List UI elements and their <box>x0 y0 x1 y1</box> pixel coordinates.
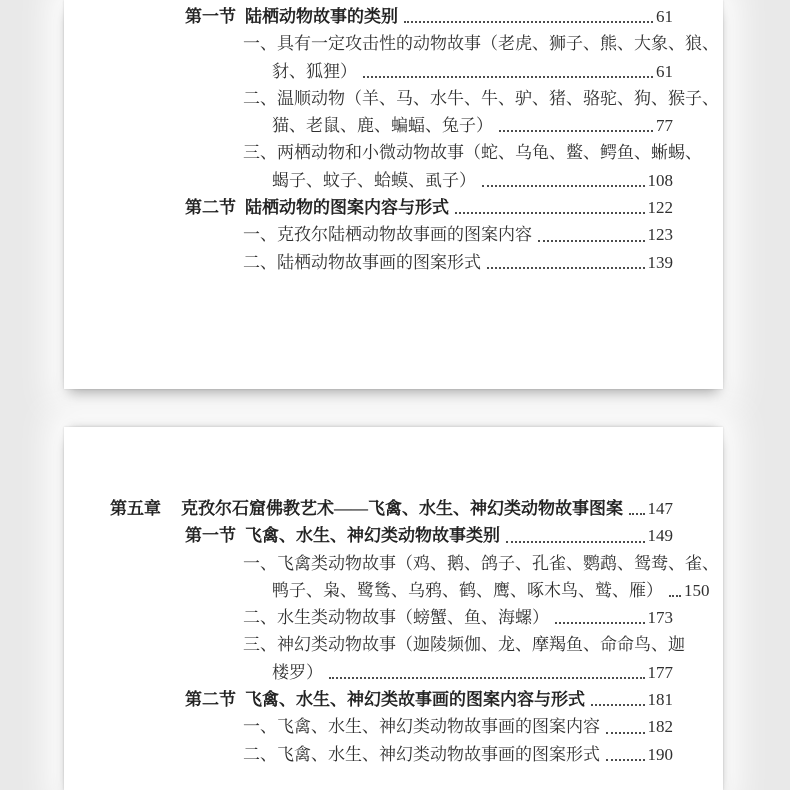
dot-leader <box>363 76 653 78</box>
entry-title: 陆栖动物的图案内容与形式 <box>245 198 449 218</box>
entry-title: 一、飞禽、水生、神幻类动物故事画的图案内容 <box>243 717 600 737</box>
toc-entry-section <box>64 686 723 713</box>
entry-title: 鸭子、枭、鹭鸶、乌鸦、鹤、鹰、啄木鸟、鹫、雁） <box>272 580 663 600</box>
toc-entry-section <box>64 522 723 549</box>
toc-entry-item <box>64 550 723 577</box>
toc-entry-item <box>64 741 723 768</box>
book-page-upper <box>64 0 723 389</box>
toc-entry-chapter <box>64 495 723 522</box>
page-number: 190 <box>647 744 673 764</box>
entry-label: 第二节 <box>185 198 236 218</box>
toc-entry-item <box>64 249 723 276</box>
toc-entry-cont <box>64 112 723 139</box>
toc-entry-item <box>64 631 723 658</box>
page-number: 61 <box>656 7 673 26</box>
page-number: 108 <box>647 170 673 190</box>
toc-entry-section <box>64 3 723 30</box>
dot-leader <box>606 759 645 761</box>
page-number: 173 <box>647 608 673 628</box>
toc-entry-item <box>64 85 723 112</box>
toc-entry-cont <box>64 58 723 85</box>
dot-leader <box>506 541 645 543</box>
entry-title: 三、两栖动物和小微动物故事（蛇、乌龟、鳖、鳄鱼、蜥蜴、 <box>243 143 702 163</box>
entry-title: 猫、老鼠、鹿、蝙蝠、兔子） <box>272 116 493 136</box>
book-page-lower <box>64 427 723 790</box>
entry-title: 一、克孜尔陆栖动物故事画的图案内容 <box>243 225 532 245</box>
entry-title: 克孜尔石窟佛教艺术——飞禽、水生、神幻类动物故事图案 <box>181 499 623 518</box>
entry-title: 豺、狐狸） <box>272 61 357 81</box>
entry-label: 第一节 <box>185 526 236 546</box>
dot-leader <box>482 185 645 187</box>
toc-entry-cont <box>64 577 723 604</box>
entry-label: 第一节 <box>185 7 236 26</box>
toc-entry-item <box>64 713 723 740</box>
dot-leader <box>455 212 645 214</box>
dot-leader <box>669 595 681 597</box>
page-number: 181 <box>647 690 673 710</box>
page-number: 147 <box>647 499 673 518</box>
page-number: 182 <box>647 717 673 737</box>
entry-title: 二、水生类动物故事（螃蟹、鱼、海螺） <box>243 608 549 628</box>
entry-title: 陆栖动物故事的类别 <box>245 7 398 26</box>
dot-leader <box>499 130 653 132</box>
dot-leader <box>629 513 645 515</box>
entry-label: 第五章 <box>110 499 161 518</box>
toc-entry-cont <box>64 659 723 686</box>
entry-title: 二、温顺动物（羊、马、水牛、牛、驴、猪、骆驼、狗、猴子、 <box>243 88 719 108</box>
entry-title: 蝎子、蚊子、蛤蟆、虱子） <box>272 170 476 190</box>
page-number: 122 <box>647 198 673 218</box>
entry-title: 飞禽、水生、神幻类故事画的图案内容与形式 <box>245 690 585 710</box>
toc-entry-item <box>64 30 723 57</box>
dot-leader <box>555 622 645 624</box>
dot-leader <box>591 704 645 706</box>
toc-entry-item <box>64 604 723 631</box>
toc-entry-section <box>64 194 723 221</box>
dot-leader <box>487 267 645 269</box>
entry-title: 二、飞禽、水生、神幻类动物故事画的图案形式 <box>243 744 600 764</box>
entry-title: 飞禽、水生、神幻类动物故事类别 <box>245 526 500 546</box>
page-number: 150 <box>684 580 710 600</box>
page-number: 123 <box>647 225 673 245</box>
entry-title: 三、神幻类动物故事（迦陵频伽、龙、摩羯鱼、命命鸟、迦 <box>243 635 685 655</box>
page-number: 177 <box>647 662 673 682</box>
entry-title: 一、飞禽类动物故事（鸡、鹅、鸽子、孔雀、鹦鹉、鸳鸯、雀、 <box>243 553 719 573</box>
page-number: 139 <box>647 252 673 272</box>
toc-entry-cont <box>64 167 723 194</box>
dot-leader <box>404 21 653 23</box>
toc-entry-item <box>64 221 723 248</box>
entry-title: 一、具有一定攻击性的动物故事（老虎、狮子、熊、大象、狼、 <box>243 34 719 54</box>
toc-entry-item <box>64 139 723 166</box>
page-number: 149 <box>647 526 673 546</box>
dot-leader <box>538 240 645 242</box>
entry-label: 第二节 <box>185 690 236 710</box>
dot-leader <box>329 677 645 679</box>
dot-leader <box>606 732 645 734</box>
page-number: 61 <box>656 61 673 81</box>
page-number: 77 <box>656 116 673 136</box>
entry-title: 楼罗） <box>272 662 323 682</box>
entry-title: 二、陆栖动物故事画的图案形式 <box>243 252 481 272</box>
